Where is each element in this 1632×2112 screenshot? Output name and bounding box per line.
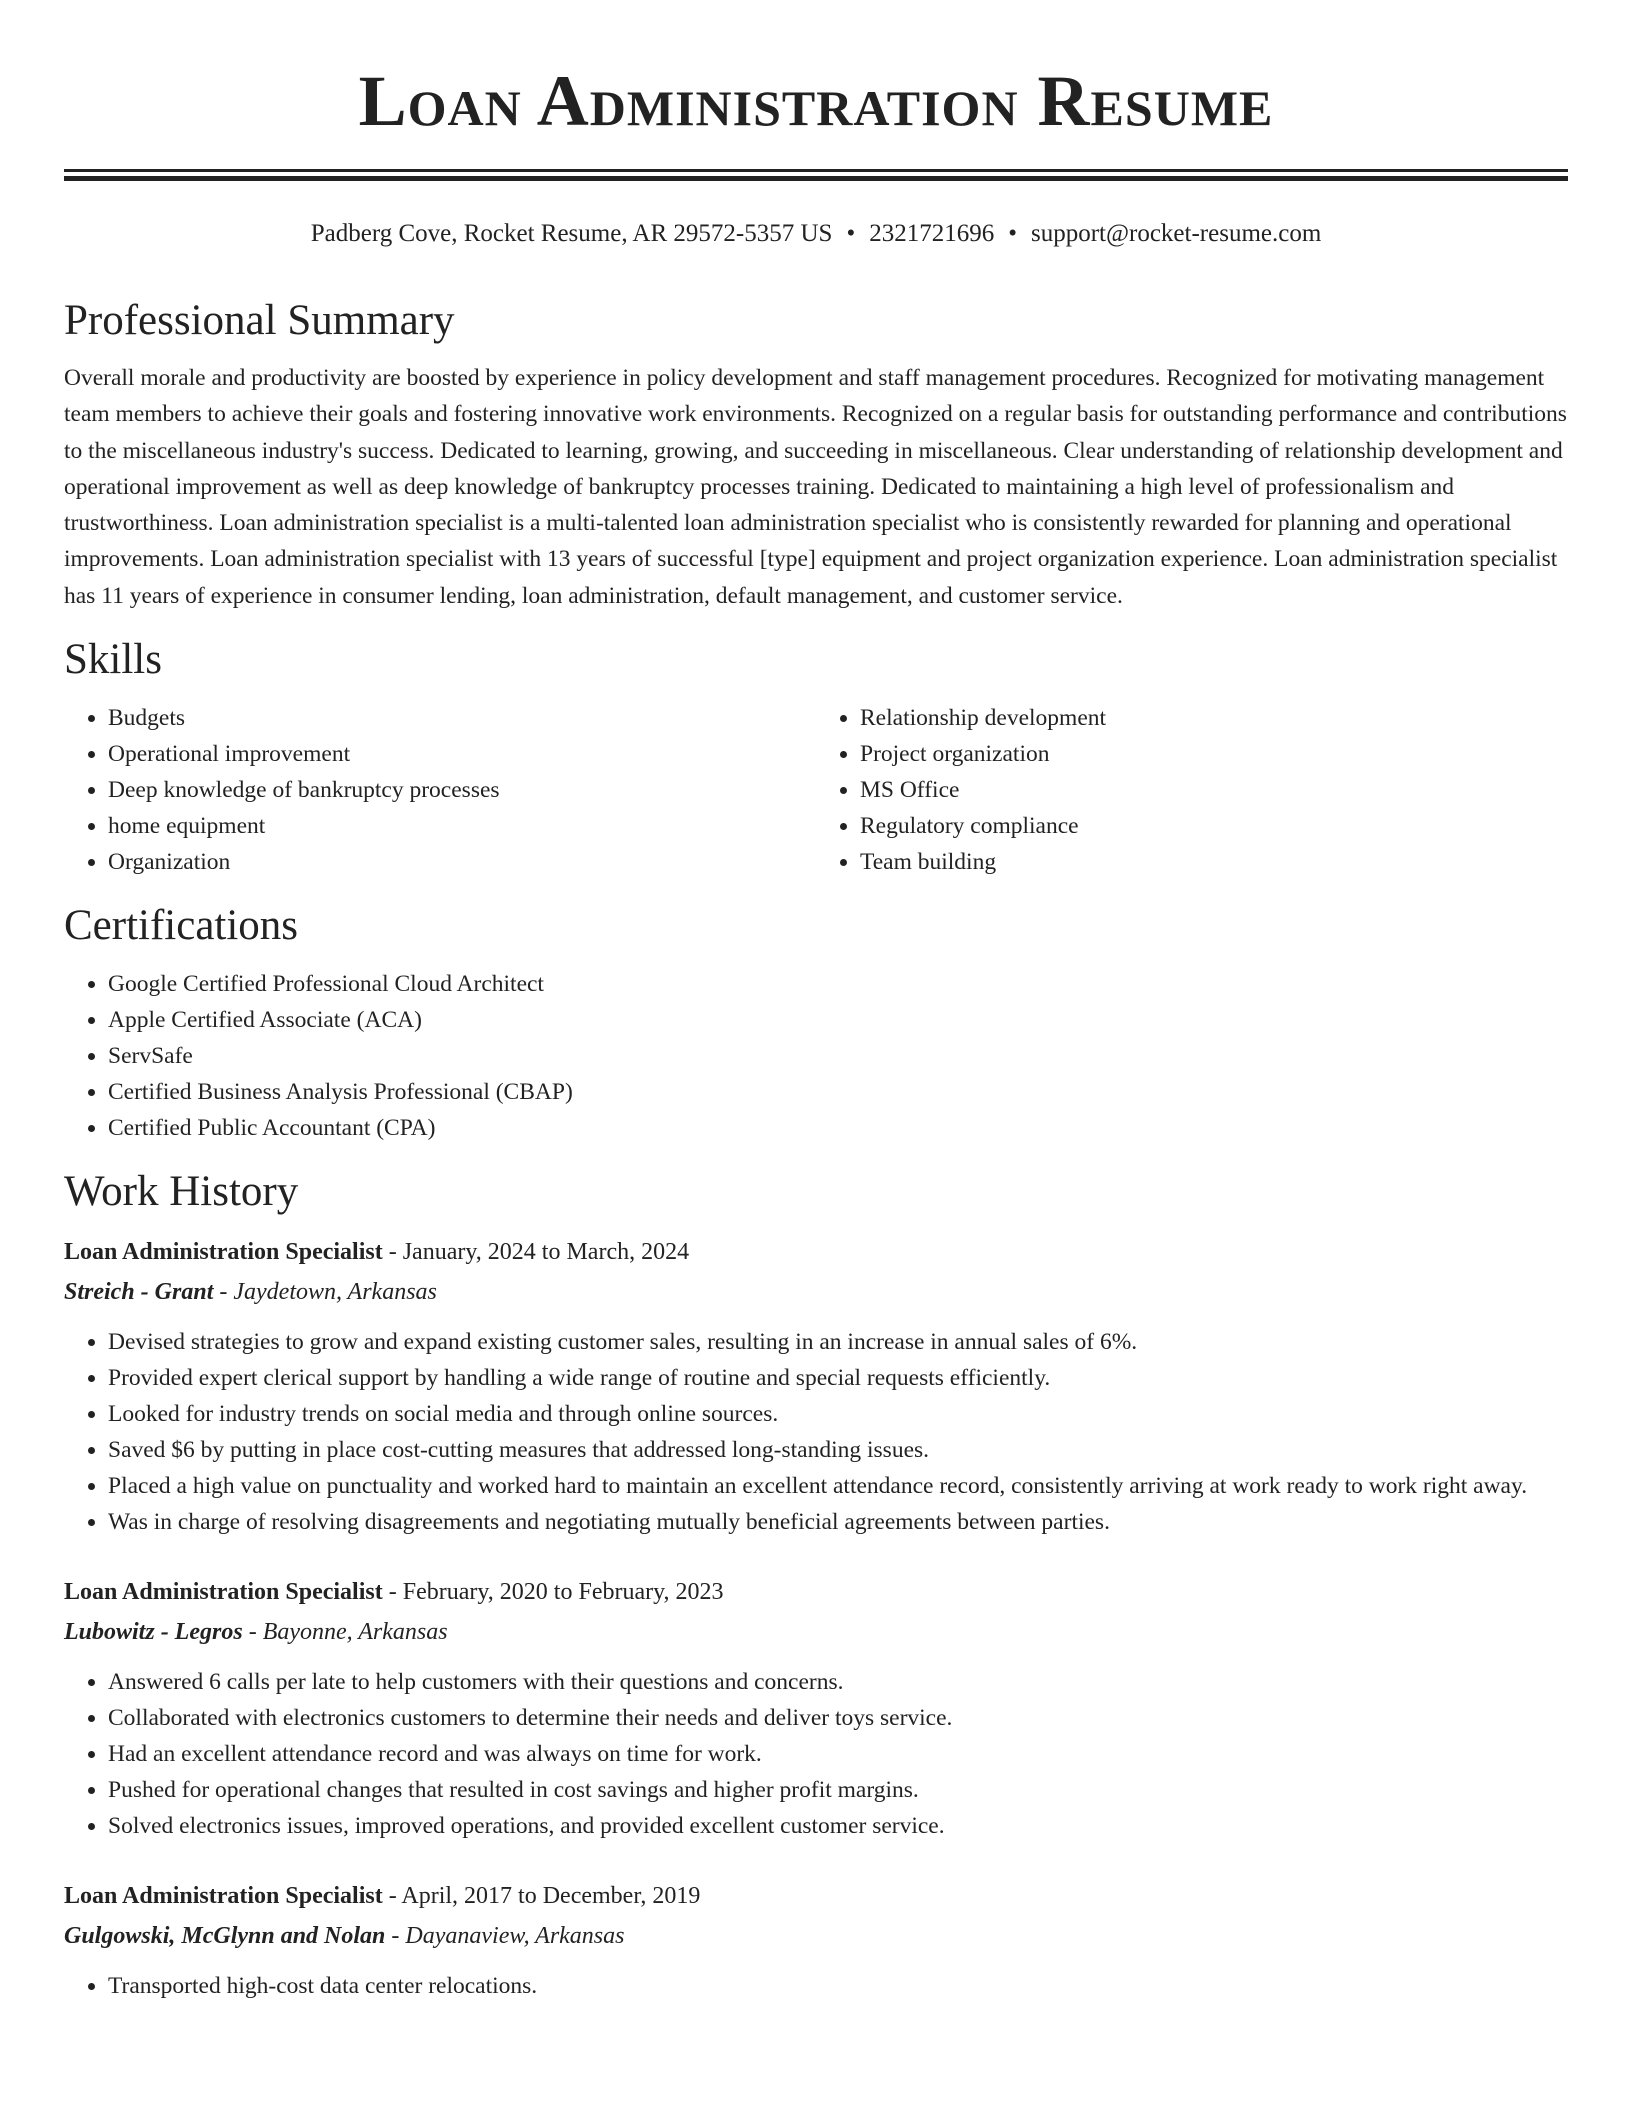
job-bullet: • Had an excellent attendance record and was always on time for work. <box>108 1736 1568 1772</box>
skill-item: • Budgets <box>108 700 816 736</box>
job-company: Gulgowski, McGlynn and Nolan <box>64 1923 386 1950</box>
job-dates: April, 2017 to December, 2019 <box>401 1883 701 1910</box>
job-bullets <box>64 1968 1568 2004</box>
certification-item: • Google Certified Professional Cloud Architect <box>108 966 1568 1002</box>
job-bullet: • Collaborated with electronics customers to determine their needs and deliver toys service. <box>108 1700 1568 1736</box>
skill-item: • Regulatory compliance <box>860 808 1568 844</box>
job-bullet: • Saved $6 by putting in place cost-cutting measures that addressed long-standing issues. <box>108 1432 1568 1468</box>
job-heading: Loan Administration Specialist - January, 2024 to March, 2024 <box>64 1239 690 1266</box>
job-entry <box>64 1876 1568 2004</box>
job-dates: February, 2020 to February, 2023 <box>402 1579 724 1606</box>
job-bullets <box>64 1324 1568 1540</box>
skills-column-right <box>816 700 1568 880</box>
certification-item: • ServSafe <box>108 1038 1568 1074</box>
skill-item: • Relationship development <box>860 700 1568 736</box>
certification-item: • Apple Certified Associate (ACA) <box>108 1002 1568 1038</box>
job-entry <box>64 1572 1568 1844</box>
skill-item: • Project organization <box>860 736 1568 772</box>
job-bullet: • Devised strategies to grow and expand existing customer sales, resulting in an increase in annual sales of 6%. <box>108 1324 1568 1360</box>
section-heading-summary: Professional Summary <box>64 297 455 344</box>
skill-item: • home equipment <box>108 808 816 844</box>
contact-email: support@rocket-resume.com <box>1030 220 1322 247</box>
skill-item: • Team building <box>860 844 1568 880</box>
job-title: Loan Administration Specialist <box>64 1579 383 1606</box>
job-company: Streich - Grant <box>64 1279 214 1306</box>
job-bullet: • Looked for industry trends on social media and through online sources. <box>108 1396 1568 1432</box>
job-company: Lubowitz - Legros <box>64 1619 243 1646</box>
section-heading-skills: Skills <box>64 636 162 684</box>
skill-item: • Operational improvement <box>108 736 816 772</box>
job-bullet: • Answered 6 calls per late to help customers with their questions and concerns. <box>108 1664 1568 1700</box>
job-bullet: • Placed a high value on punctuality and worked hard to maintain an excellent attendance record, consistently arriving at work ready to work right away. <box>108 1468 1568 1504</box>
job-employer: Gulgowski, McGlynn and Nolan - Dayanaview, Arkansas <box>64 1923 625 1950</box>
contact-line <box>64 217 1568 251</box>
certification-item: • Certified Public Accountant (CPA) <box>108 1110 1568 1146</box>
section-heading-work-history: Work History <box>64 1168 299 1216</box>
skills-grid <box>64 700 1568 880</box>
job-entry <box>64 1232 1568 1540</box>
contact-phone: 2321721696 <box>869 220 995 247</box>
contact-separator: • <box>846 220 856 247</box>
certification-item: • Certified Business Analysis Professional (CBAP) <box>108 1074 1568 1110</box>
job-location: Bayonne, Arkansas <box>262 1619 448 1646</box>
job-employer: Lubowitz - Legros - Bayonne, Arkansas <box>64 1619 448 1646</box>
skill-item: • Organization <box>108 844 816 880</box>
job-heading: Loan Administration Specialist - February, 2020 to February, 2023 <box>64 1579 724 1606</box>
contact-separator: • <box>1008 220 1017 247</box>
job-location: Dayanaview, Arkansas <box>405 1923 625 1950</box>
skills-column-left <box>64 700 816 880</box>
job-bullet: • Transported high-cost data center relocations. <box>108 1968 1568 2004</box>
contact-address: Padberg Cove, Rocket Resume, AR 29572-5357 US <box>310 220 833 247</box>
job-heading: Loan Administration Specialist - April, 2017 to December, 2019 <box>64 1883 701 1910</box>
skill-item: • MS Office <box>860 772 1568 808</box>
job-title: Loan Administration Specialist <box>64 1239 383 1266</box>
job-bullet: • Solved electronics issues, improved operations, and provided excellent customer service. <box>108 1808 1568 1844</box>
job-bullets <box>64 1664 1568 1844</box>
job-bullet: • Provided expert clerical support by handling a wide range of routine and special requests efficiently. <box>108 1360 1568 1396</box>
skill-item: • Deep knowledge of bankruptcy processes <box>108 772 816 808</box>
job-employer: Streich - Grant - Jaydetown, Arkansas <box>64 1279 437 1306</box>
certifications-list <box>64 966 1568 1146</box>
job-bullet: • Was in charge of resolving disagreements and negotiating mutually beneficial agreements between parties. <box>108 1504 1568 1540</box>
job-title: Loan Administration Specialist <box>64 1883 383 1910</box>
title-divider <box>64 169 1568 181</box>
job-dates: January, 2024 to March, 2024 <box>402 1239 690 1266</box>
section-heading-certifications: Certifications <box>64 902 299 950</box>
summary-text: Overall morale and productivity are boosted by experience in policy development and staff management procedures. Recognized for motivating management team members to achieve their goals and fostering innovative work environments. Recognized on a regular basis for outstanding performance and contributions to the miscellaneous industry's success. Dedicated to learning, growing, and succeeding in miscellaneous. Clear understanding of relationship development and operational improvement as well as deep knowledge of bankruptcy processes training. Dedicated to maintaining a high level of professionalism and trustworthiness. Loan administration specialist is a multi-talented loan administration specialist who is consistently rewarded for planning and operational improvements. Loan administration specialist with 13 years of successful [type] equipment and project organization experience. Loan administration specialist has 11 years of experience in consumer lending, loan administration, default management, and customer service. <box>64 365 1567 609</box>
job-bullet: • Pushed for operational changes that resulted in cost savings and higher profit margins. <box>108 1772 1568 1808</box>
resume-title: Loan Administration Resume <box>358 61 1274 141</box>
job-location: Jaydetown, Arkansas <box>233 1279 437 1306</box>
